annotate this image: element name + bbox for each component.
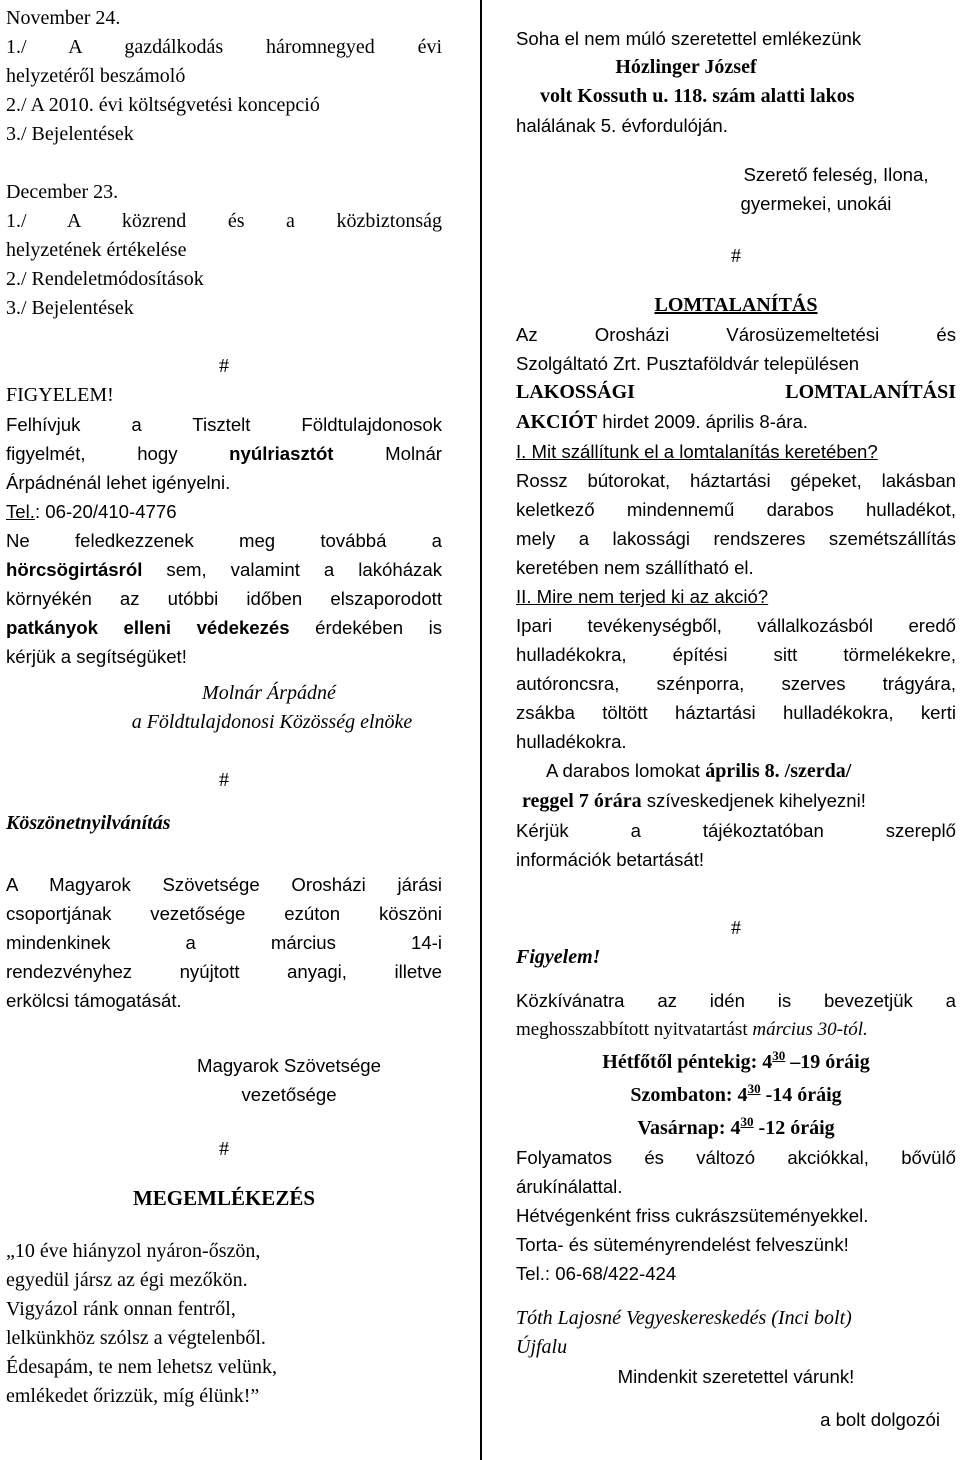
cleanup-line: keletkező mindennemű darabos hulladékot, bbox=[516, 499, 956, 520]
notice-line: Ne feledkezzenek meg továbbá a bbox=[6, 530, 442, 551]
separator: # bbox=[219, 1138, 229, 1160]
cleanup-line: információk betartását! bbox=[516, 849, 705, 870]
shop-signature: Újfalu bbox=[516, 1336, 568, 1358]
signature-line: vezetősége bbox=[241, 1084, 337, 1105]
shop-welcome: Mindenkit szeretettel várunk! bbox=[617, 1366, 855, 1387]
thanks-line: csoportjának vezetősége ezúton köszöni bbox=[6, 903, 442, 924]
notice-line: Árpádnénál lehet igényelni. bbox=[6, 472, 231, 493]
notice-line: környékén az utóbbi időben elszaporodott bbox=[6, 588, 442, 609]
poem-line: emlékedet őrizzük, míg élünk!” bbox=[6, 1385, 260, 1407]
cleanup-deadline: A darabos lomokat április 8. /szerda/ bbox=[546, 760, 852, 782]
cleanup-question: II. Mire nem terjed ki az akció? bbox=[516, 586, 769, 607]
signature-association bbox=[6, 1051, 442, 1109]
thanks-line: A Magyarok Szövetsége Orosházi járási bbox=[6, 874, 442, 895]
thanks-line: rendezvényhez nyújtott anyagi, illetve bbox=[6, 961, 442, 982]
signature-line: Magyarok Szövetsége bbox=[197, 1055, 381, 1076]
phone-number: : 06-20/410-4776 bbox=[34, 501, 177, 522]
poem-line: Vigyázol ránk onnan fentről, bbox=[6, 1298, 236, 1320]
cleanup-line: Az Orosházi Városüzemeltetési és bbox=[516, 324, 956, 345]
cleanup-action: LAKOSSÁGI LOMTALANÍTÁSI bbox=[516, 381, 956, 403]
cleanup-line: zsákba töltött háztartási hulladékokra, kerti bbox=[516, 702, 956, 723]
emphasis-text: nyúlriasztót bbox=[229, 443, 334, 464]
shop-line: Folyamatos és változó akciókkal, bővülő bbox=[516, 1147, 956, 1168]
agenda-item: helyzetéről beszámoló bbox=[6, 65, 186, 87]
notice-title: FIGYELEM! bbox=[6, 384, 114, 406]
emphasis-text: hörcsögirtásról bbox=[6, 559, 143, 580]
cleanup-line: hulladékokra, építési sitt törmelékekre, bbox=[516, 644, 956, 665]
agenda-item: 3./ Bejelentések bbox=[6, 297, 134, 319]
agenda-date: November 24. bbox=[6, 7, 121, 29]
shop-staff: a bolt dolgozói bbox=[820, 1409, 940, 1430]
notice-line: hörcsögirtásról sem, valamint a lakóházak bbox=[6, 559, 442, 580]
shop-line: Torta- és süteményrendelést felveszünk! bbox=[516, 1234, 849, 1255]
hours-sunday: Vasárnap: $4^{30}$ -12 óráig bbox=[637, 1114, 835, 1139]
emphasis-text: patkányok elleni védekezés bbox=[6, 617, 290, 638]
separator: # bbox=[731, 917, 741, 939]
cleanup-line: keretében nem szállítható el. bbox=[516, 557, 754, 578]
cleanup-title: LOMTALANÍTÁS bbox=[654, 294, 818, 316]
memorial-notice bbox=[516, 24, 956, 218]
cleanup-line: AKCIÓT hirdet 2009. április 8-ára. bbox=[516, 411, 808, 433]
cleanup-line: Szolgáltató Zrt. Pusztaföldvár településen bbox=[516, 353, 860, 374]
phone-line bbox=[6, 497, 442, 526]
memorial-title: MEGEMLÉKEZÉS bbox=[132, 1186, 316, 1210]
poem-line: lelkünkhöz szólsz a végtelenből. bbox=[6, 1327, 266, 1349]
agenda-item: helyzetének értékelése bbox=[6, 239, 187, 261]
agenda-item: 1./ A közrend és a közbiztonság bbox=[6, 210, 442, 232]
phone-label: Tel. bbox=[6, 501, 35, 522]
shop-notice bbox=[516, 943, 956, 1434]
notice-landowners bbox=[6, 381, 442, 671]
notice-line: figyelmét, hogy nyúlriasztót Molnár bbox=[6, 443, 442, 464]
right-column bbox=[516, 24, 956, 1434]
separator: # bbox=[731, 245, 741, 267]
agenda-date: December 23. bbox=[6, 181, 119, 203]
memorial-name: Hózlinger József bbox=[615, 56, 757, 78]
thanks-line: mindenkinek a március 14-i bbox=[6, 932, 442, 953]
left-column bbox=[6, 4, 442, 1411]
cleanup-line: autóroncsra, szénporra, szerves trágyára, bbox=[516, 673, 956, 694]
agenda-december bbox=[6, 178, 442, 323]
shop-line: Hétvégenként friss cukrászsüteményekkel. bbox=[516, 1205, 869, 1226]
separator: # bbox=[219, 769, 229, 791]
cleanup-question: I. Mit szállítunk el a lomtalanítás keretében? bbox=[516, 441, 878, 462]
notice-line: Felhívjuk a Tisztelt Földtulajdonosok bbox=[6, 414, 442, 435]
shop-phone: Tel.: 06-68/422-424 bbox=[516, 1263, 677, 1284]
thanks-title: Köszönetnyilvánítás bbox=[6, 812, 171, 834]
notice-line: kérjük a segítségüket! bbox=[6, 646, 187, 667]
cleanup-line: Rossz bútorokat, háztartási gépeket, lakásban bbox=[516, 470, 956, 491]
shop-title: Figyelem! bbox=[516, 946, 601, 968]
separator: # bbox=[219, 355, 229, 377]
agenda-item: 2./ Rendeletmódosítások bbox=[6, 268, 204, 290]
signature-president bbox=[6, 679, 442, 737]
column-divider bbox=[480, 0, 482, 1460]
signature-role: a Földtulajdonosi Közösség elnöke bbox=[131, 711, 413, 733]
shop-line: árukínálattal. bbox=[516, 1176, 623, 1197]
notice-line: patkányok elleni védekezés érdekében is bbox=[6, 617, 442, 638]
agenda-november bbox=[6, 4, 442, 149]
hours-saturday: Szombaton: $4^{30}$ -14 óráig bbox=[630, 1081, 842, 1106]
memorial-line: Soha el nem múló szeretettel emlékezünk bbox=[516, 28, 862, 49]
memorial-signature: gyermekei, unokái bbox=[740, 193, 892, 214]
cleanup-line: Kérjük a tájékoztatóban szereplő bbox=[516, 820, 956, 841]
thanks-text bbox=[6, 870, 442, 1015]
agenda-item: 3./ Bejelentések bbox=[6, 123, 134, 145]
agenda-item: 1./ A gazdálkodás háromnegyed évi bbox=[6, 36, 442, 58]
memorial-poem bbox=[6, 1237, 442, 1411]
signature-name: Molnár Árpádné bbox=[202, 682, 336, 704]
cleanup-line: hulladékokra. bbox=[516, 731, 627, 752]
shop-line: Közkívánatra az idén is bevezetjük a bbox=[516, 990, 956, 1011]
cleanup-notice bbox=[516, 291, 956, 874]
memorial-address: volt Kossuth u. 118. szám alatti lakos bbox=[540, 85, 855, 107]
shop-signature: Tóth Lajosné Vegyeskereskedés (Inci bolt) bbox=[516, 1307, 852, 1329]
poem-line: Édesapám, te nem lehetsz velünk, bbox=[6, 1356, 278, 1378]
cleanup-line: Ipari tevékenységből, vállalkozásból eredő bbox=[516, 615, 956, 636]
memorial-line: halálának 5. évfordulóján. bbox=[516, 115, 728, 136]
poem-line: „10 éve hiányzol nyáron-őszön, bbox=[6, 1240, 261, 1262]
cleanup-deadline: reggel 7 órára szíveskedjenek kihelyezni! bbox=[522, 790, 866, 812]
shop-line: meghosszabbított nyitvatartást március 30-tól. bbox=[516, 1019, 868, 1040]
poem-line: egyedül jársz az égi mezőkön. bbox=[6, 1269, 248, 1291]
agenda-item: 2./ A 2010. évi költségvetési koncepció bbox=[6, 94, 320, 116]
hours-weekday: Hétfőtől péntekig: $4^{30}$ –19 óráig bbox=[602, 1048, 870, 1073]
cleanup-line: mely a lakossági rendszeres szemétszállítás bbox=[516, 528, 956, 549]
thanks-line: erkölcsi támogatását. bbox=[6, 990, 182, 1011]
memorial-signature: Szerető feleség, Ilona, bbox=[743, 164, 929, 185]
